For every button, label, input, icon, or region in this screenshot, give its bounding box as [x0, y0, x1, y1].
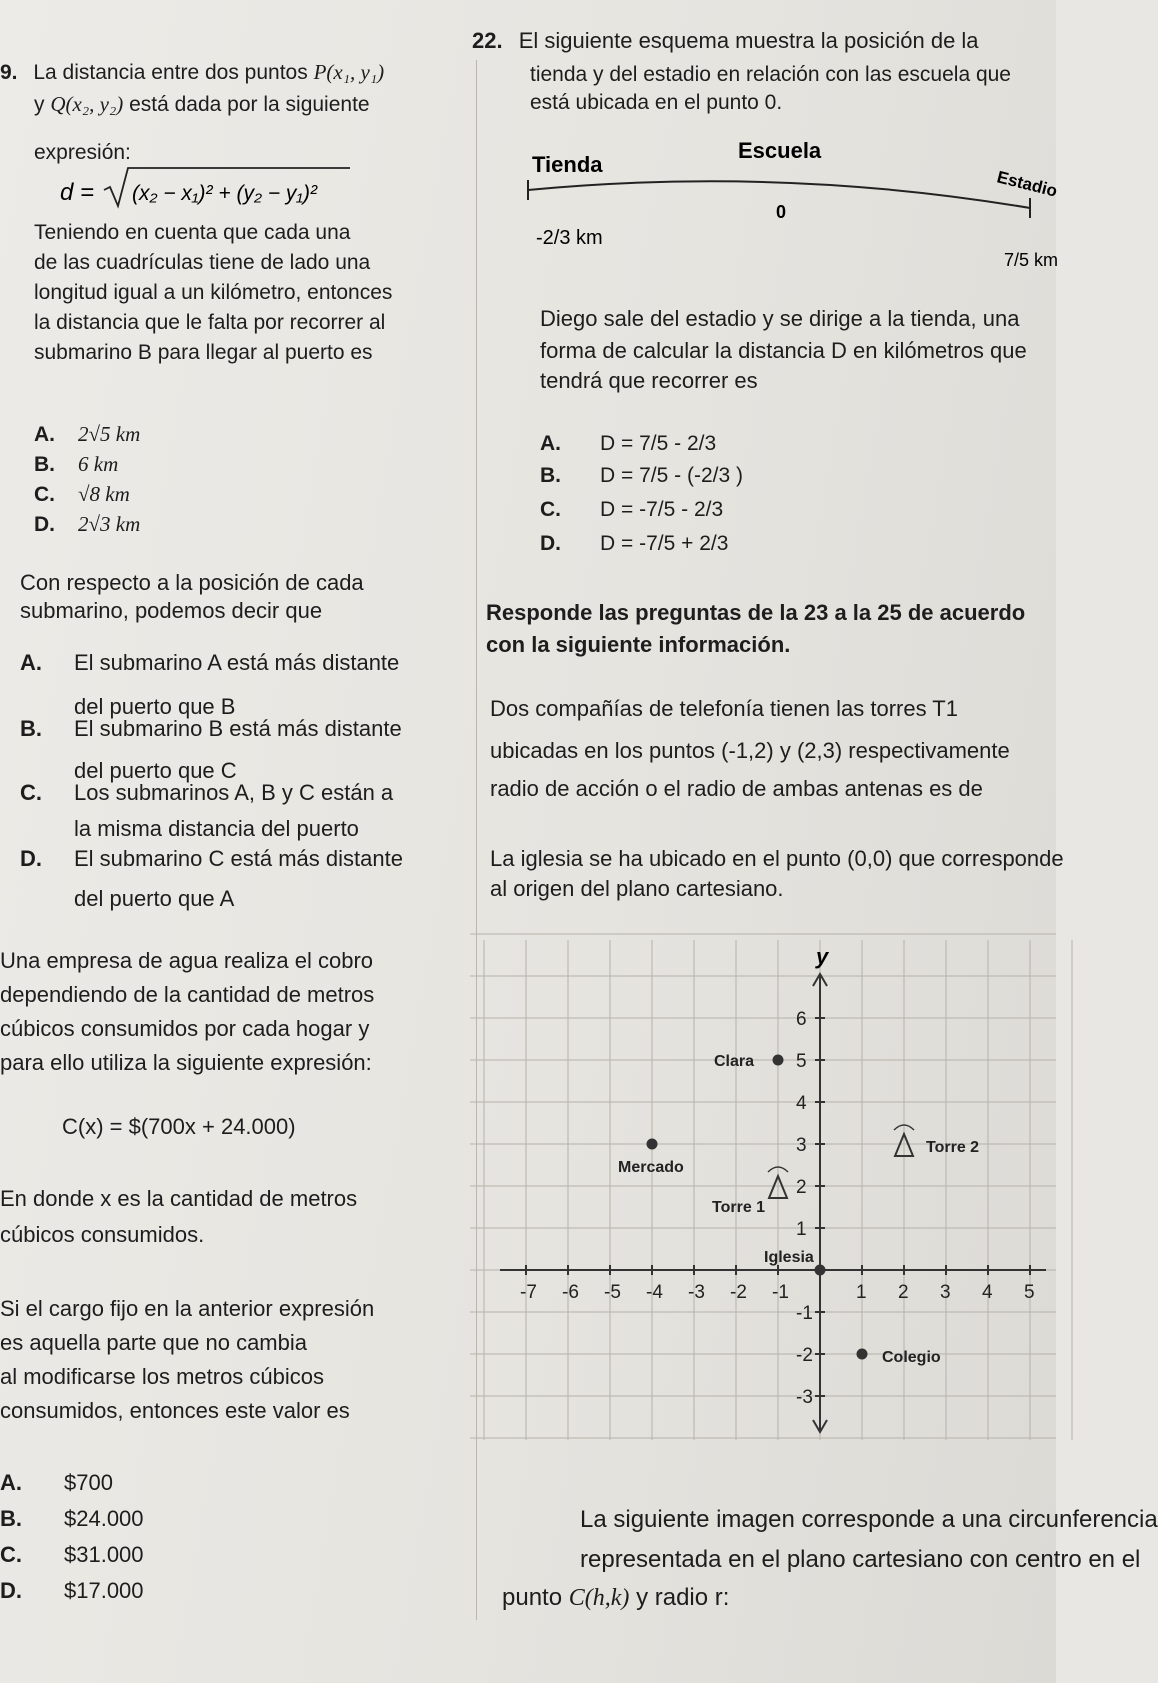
x-tick-label: -2 — [730, 1282, 747, 1303]
qcircle-line1: La siguiente imagen corresponde a una circunferencia — [580, 1506, 1158, 1533]
estadio-label: Estadio — [995, 167, 1060, 201]
place-label: Iglesia — [764, 1249, 814, 1266]
tienda-value: -2/3 km — [536, 227, 603, 249]
x-tick-label: -4 — [646, 1282, 663, 1303]
place-label: Colegio — [882, 1349, 941, 1366]
x-tick-label: 3 — [940, 1282, 951, 1303]
q21-option-c[interactable]: C. √8 km — [34, 482, 130, 506]
q21-text-line: de las cuadrículas tiene de lado una — [34, 251, 371, 274]
qwater-question-line: es aquella parte que no cambia — [0, 1330, 307, 1355]
q22-line2: tienda y del estadio en relación con las escuela que — [530, 63, 1011, 86]
qwater-question-line: al modificarse los metros cúbicos — [0, 1364, 325, 1389]
q21-text-line: longitud igual a un kilómetro, entonces — [34, 281, 393, 304]
q22-question-line: Diego sale del estadio y se dirige a la tienda, una — [540, 306, 1020, 331]
place-point-marker — [815, 1265, 826, 1276]
qcircle-line3: punto C(h,k) y radio r: — [502, 1584, 730, 1611]
estadio-value: 7/5 km — [1004, 250, 1059, 270]
x-tick-label: 4 — [982, 1282, 993, 1303]
q22-option-c[interactable]: C. D = -7/5 - 2/3 — [540, 498, 724, 521]
plane-tick-labels — [520, 1009, 1035, 1408]
place-label: Mercado — [618, 1159, 684, 1176]
qsub-option-c-cont: la misma distancia del puerto — [74, 816, 359, 841]
qwater-intro-line: Una empresa de agua realiza el cobro — [0, 948, 374, 973]
tienda-label: Tienda — [532, 152, 603, 177]
x-tick-label: -7 — [520, 1282, 537, 1303]
qwater-option-a[interactable]: A. $700 — [0, 1470, 113, 1495]
qsub-option-a-cont: del puerto que B — [74, 694, 236, 719]
q21-line2: y Q(x₂, y₂) está dada por la siguiente — [34, 92, 370, 116]
q22-line3: está ubicada en el punto 0. — [530, 91, 783, 114]
plane-axes — [500, 974, 1046, 1432]
water-cost-formula: C(x) = $(700x + 24.000) — [62, 1114, 296, 1139]
place-label: Torre 1 — [712, 1199, 766, 1216]
qwater-option-c[interactable]: C. $31.000 — [0, 1542, 144, 1567]
qcircle-line2: representada en el plano cartesiano con centro en el — [580, 1546, 1141, 1573]
place-point-marker — [773, 1055, 784, 1066]
x-tick-label: -6 — [562, 1282, 579, 1303]
plane-grid — [470, 934, 1072, 1440]
x-tick-label: -3 — [688, 1282, 705, 1303]
q22-line1: 22. El siguiente esquema muestra la posición de la — [472, 28, 979, 53]
info-para1-line: radio de acción o el radio de ambas antenas es de — [490, 776, 983, 801]
q22-question-line: forma de calcular la distancia D en kilómetros que — [540, 338, 1027, 363]
y-tick-label: -3 — [796, 1387, 813, 1408]
q21-option-a[interactable]: A. 2√5 km — [34, 422, 141, 446]
info-para2-line: al origen del plano cartesiano. — [490, 876, 784, 901]
q21-text-line: Teniendo en cuenta que cada una — [34, 221, 351, 244]
x-tick-label: -5 — [604, 1282, 621, 1303]
y-tick-label: 3 — [796, 1135, 807, 1156]
q22-option-b[interactable]: B. D = 7/5 - (-2/3 ) — [540, 464, 743, 487]
qwater-question-line: consumidos, entonces este valor es — [0, 1398, 350, 1423]
qsub-option-b[interactable]: B. El submarino B está más distante — [20, 716, 402, 741]
info-heading-line1: Responde las preguntas de la 23 a la 25 de acuerdo — [486, 600, 1026, 625]
qwater-option-b[interactable]: B. $24.000 — [0, 1506, 144, 1531]
q22-question-line: tendrá que recorrer es — [540, 368, 758, 393]
qwater-intro-line: cúbicos consumidos por cada hogar y — [0, 1016, 370, 1041]
distance-formula-graphic — [60, 160, 390, 214]
q21-line1: 9. La distancia entre dos puntos P(x₁, y₁) — [0, 60, 385, 84]
qsub-option-a[interactable]: A. El submarino A está más distante — [20, 650, 400, 675]
x-tick-label: 2 — [898, 1282, 909, 1303]
y-tick-label: 2 — [796, 1177, 807, 1198]
place-point-marker — [857, 1349, 868, 1360]
q22-option-a[interactable]: A. D = 7/5 - 2/3 — [540, 432, 717, 455]
cartesian-plane — [470, 940, 1056, 1440]
qwater-where-line: En donde x es la cantidad de metros — [0, 1186, 358, 1211]
qsub-option-b-cont: del puerto que C — [74, 758, 237, 783]
qwater-option-d[interactable]: D. $17.000 — [0, 1578, 144, 1603]
qsub-option-c[interactable]: C. Los submarinos A, B y C están a — [20, 780, 394, 805]
x-tick-label: 1 — [856, 1282, 867, 1303]
qwater-where-line: cúbicos consumidos. — [0, 1222, 205, 1247]
qsub-text-line: submarino, podemos decir que — [20, 598, 323, 623]
place-point-marker — [647, 1139, 658, 1150]
info-para1-line: Dos compañías de telefonía tienen las torres T1 — [490, 696, 958, 721]
q21-line3: expresión: — [34, 141, 131, 164]
x-tick-label: 5 — [1024, 1282, 1035, 1303]
qwater-intro-line: para ello utiliza la siguiente expresión: — [0, 1050, 372, 1075]
place-label: Torre 2 — [926, 1139, 980, 1156]
distance-formula — [60, 160, 390, 210]
qwater-question-line: Si el cargo fijo en la anterior expresión — [0, 1296, 375, 1321]
info-heading-line2: con la siguiente información. — [486, 632, 791, 657]
info-para1-line: ubicadas en los puntos (-1,2) y (2,3) respectivamente — [490, 738, 1010, 763]
q21-option-b[interactable]: B. 6 km — [34, 452, 119, 476]
y-tick-label: 6 — [796, 1009, 807, 1030]
q21-option-d[interactable]: D. 2√3 km — [34, 512, 141, 536]
y-tick-label: -2 — [796, 1345, 813, 1366]
formula-lhs: d = — [60, 179, 95, 206]
qsub-option-d-cont: del puerto que A — [74, 886, 235, 911]
formula-radicand: (x₂ − x₁)² + (y₂ − y₁)² — [132, 182, 318, 205]
place-label: Clara — [714, 1053, 755, 1070]
y-tick-label: 4 — [796, 1093, 807, 1114]
y-tick-label: 5 — [796, 1051, 807, 1072]
y-axis-label: y — [816, 944, 829, 969]
q21-text-line: la distancia que le falta por recorrer al — [34, 311, 386, 334]
q21-text-line: submarino B para llegar al puerto es — [34, 341, 373, 364]
qsub-option-d[interactable]: D. El submarino C está más distante — [20, 846, 403, 871]
escuela-label: Escuela — [738, 138, 822, 163]
info-para2-line: La iglesia se ha ubicado en el punto (0,0) que corresponde — [490, 846, 1064, 871]
zero-label: 0 — [776, 202, 787, 222]
x-tick-label: -1 — [772, 1282, 789, 1303]
q22-option-d[interactable]: D. D = -7/5 + 2/3 — [540, 532, 729, 555]
number-line-diagram — [520, 136, 1060, 296]
y-tick-label: 1 — [796, 1219, 807, 1240]
qwater-intro-line: dependiendo de la cantidad de metros — [0, 982, 375, 1007]
y-tick-label: -1 — [796, 1303, 813, 1324]
qsub-text-line: Con respecto a la posición de cada — [20, 570, 364, 595]
